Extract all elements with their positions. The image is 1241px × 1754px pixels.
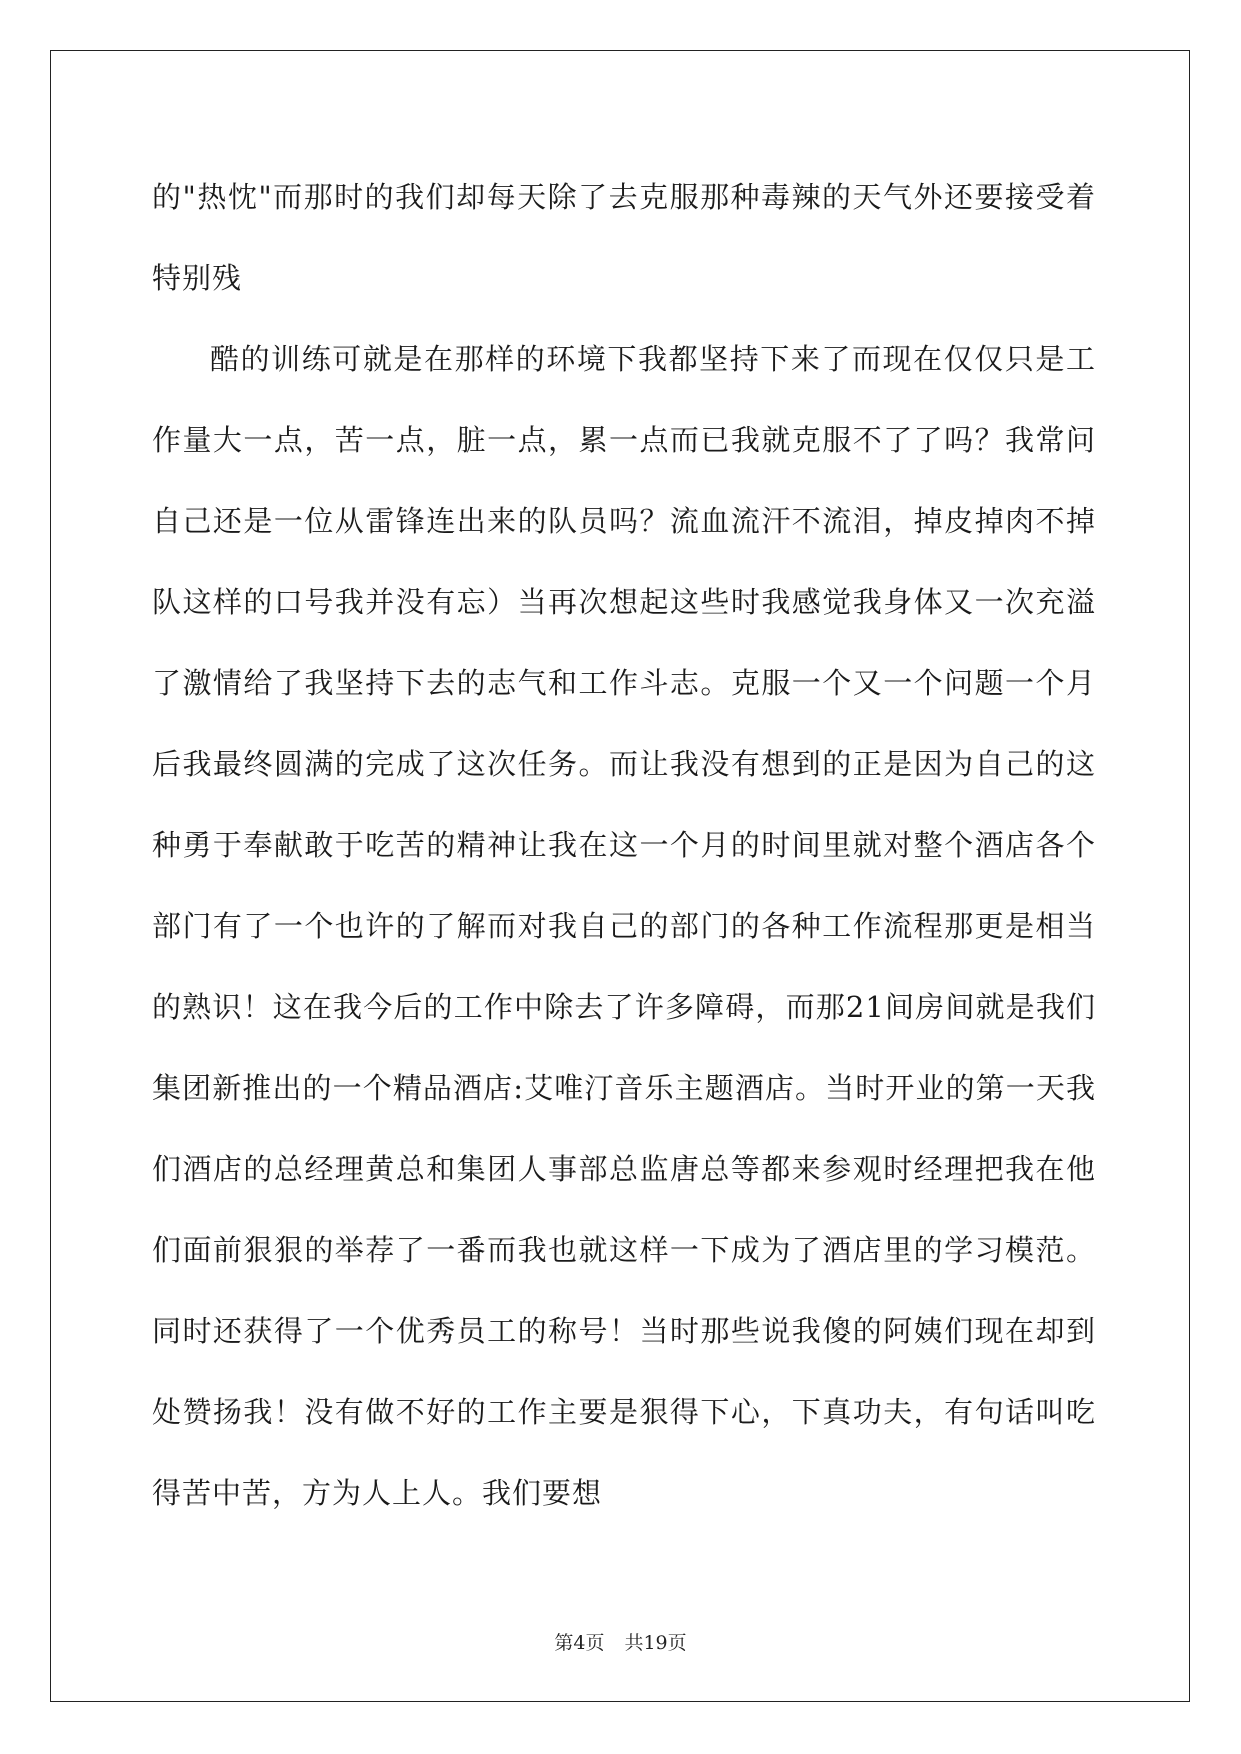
page-total: 共19页 bbox=[624, 1632, 687, 1654]
page-number: 第4页 bbox=[554, 1632, 605, 1654]
page-footer bbox=[0, 1628, 1241, 1655]
paragraph-2: 酷的训练可就是在那样的环境下我都坚持下来了而现在仅仅只是工作量大一点，苦一点，脏一点，累一点而已我就克服不了了吗？我常问自己还是一位从雷锋连出来的队员吗？流血流汗不流泪，掉皮掉肉不掉队这样的口号我并没有忘）当再次想起这些时我感觉我身体又一次充溢了激情给了我坚持下去的志气和工作斗志。克服一个又一个问题一个月后我最终圆满的完成了这次任务。而让我没有想到的正是因为自己的这种勇于奉献敢于吃苦的精神让我在这一个月的时间里就对整个酒店各个部门有了一个也许的了解而对我自己的部门的各种工作流程那更是相当的熟识！这在我今后的工作中除去了许多障碍，而那21间房间就是我们集团新推出的一个精品酒店:艾唯汀音乐主题酒店。当时开业的第一天我们酒店的总经理黄总和集团人事部总监唐总等都来参观时经理把我在他们面前狠狠的举荐了一番而我也就这样一下成为了酒店里的学习模范。同时还获得了一个优秀员工的称号！当时那些说我傻的阿姨们现在却到处赞扬我！没有做不好的工作主要是狠得下心，下真功夫，有句话叫吃得苦中苦，方为人上人。我们要想 bbox=[152, 342, 1096, 1510]
paragraph-1: 的"热忱"而那时的我们却每天除了去克服那种毒辣的天气外还要接受着特别残 bbox=[152, 180, 1096, 295]
document-body bbox=[152, 157, 1096, 1534]
